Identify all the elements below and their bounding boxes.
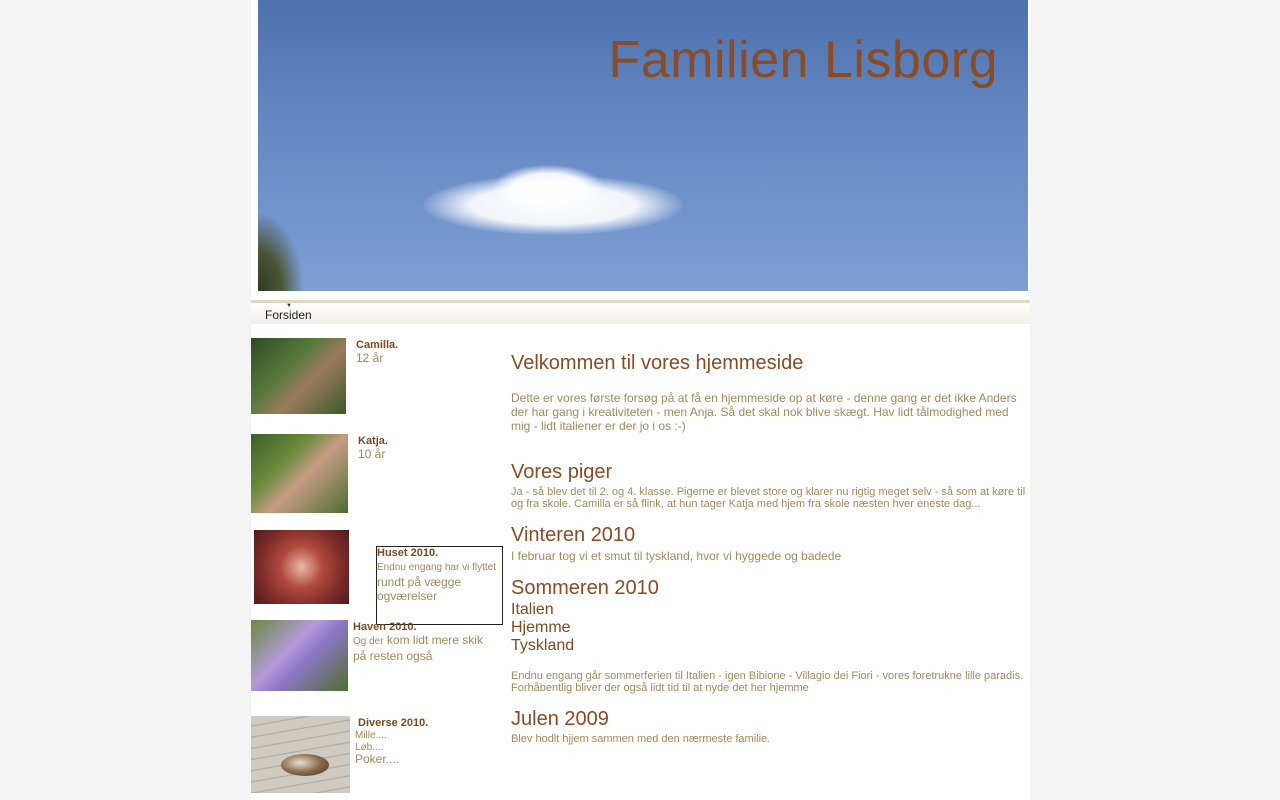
sidebar-diverse-title[interactable]: Diverse 2010. (358, 717, 429, 729)
site-title: Familien Lisborg (608, 31, 998, 89)
piger-heading: Vores piger (511, 461, 613, 483)
sidebar-haven-text (353, 633, 493, 663)
sommer-text: Endnu engang går sommerferien til Italien - igen Bibione - Villagio dei Fiori - vores foretrukne lille paradis. Forhåbentlig bliver der også lidt tid til at nyde det her hjemme (511, 670, 1024, 694)
welcome-text: Dette er vores første forsøg på at få en hjemmeside op at køre - denne gang er det ikke Anders der har gang i kreativiteten - men Anja. Så det skal nok blive skægt. Hav lidt tålmodighed med mig - lidt italiener er der jo i os :-) (511, 391, 1017, 433)
sidebar-diverse-line3[interactable]: Poker.... (355, 752, 400, 766)
sidebar-huset-title[interactable]: Huset 2010. (377, 547, 439, 559)
sidebar-diverse-line1[interactable]: Mille.... (355, 730, 387, 741)
sidebar-camilla-title[interactable]: Camilla. (356, 339, 399, 351)
huset-photo[interactable] (254, 530, 349, 604)
sidebar-haven-title[interactable]: Haven 2010. (353, 621, 417, 633)
katja-photo[interactable] (251, 434, 348, 513)
diverse-photo[interactable] (251, 716, 350, 793)
cloud-image-top (493, 165, 603, 210)
camilla-photo[interactable] (251, 338, 346, 414)
jul-text: Blev hodlt hjjem sammen med den nærmeste familie. (511, 733, 771, 745)
huset-text-large: rundt på vægge ogværelser (377, 575, 462, 603)
link-tyskland[interactable]: Tyskland (511, 637, 575, 654)
sommer-heading: Sommeren 2010 (511, 577, 659, 599)
jul-heading: Julen 2009 (511, 708, 609, 730)
sidebar-diverse-line2[interactable]: Løb.... (355, 742, 384, 753)
vinter-heading: Vinteren 2010 (511, 524, 636, 546)
header-banner (258, 0, 1028, 291)
haven-text-large: kom lidt mere skik på resten også (353, 633, 483, 663)
page-container (251, 0, 1030, 800)
sidebar-huset-text (377, 559, 502, 603)
chevron-down-icon: ▼ (286, 303, 292, 309)
sommer-links (511, 601, 574, 655)
haven-text-small: Og der (353, 636, 384, 647)
huset-text-box (376, 546, 503, 625)
piger-text: Ja - så blev det til 2. og 4. klasse. Pigerne er blevet store og klarer nu rigtig meget selv - så som at køre til og fra skole. Camilla er så flink, at hun tager Katja med hjem fra skole næsten hver eneste dag... (511, 486, 1026, 510)
nav-bar (251, 300, 1030, 324)
vinter-text: I februar tog vi et smut til tyskland, hvor vi hyggede og badede (511, 549, 842, 563)
haven-photo[interactable] (251, 620, 348, 691)
sidebar-katja-age: 10 år (358, 447, 386, 461)
huset-text-small: Endnu engang har vi flyttet (377, 562, 496, 573)
link-hjemme[interactable]: Hjemme (511, 619, 571, 636)
sidebar-camilla-age: 12 år (356, 351, 384, 365)
nav-item-forsiden[interactable]: Forsiden (265, 308, 312, 322)
cat-image (281, 754, 329, 776)
link-italien[interactable]: Italien (511, 601, 554, 618)
welcome-heading: Velkommen til vores hjemmeside (511, 352, 804, 374)
tree-image (258, 211, 304, 291)
sidebar-katja-title[interactable]: Katja. (358, 435, 388, 447)
